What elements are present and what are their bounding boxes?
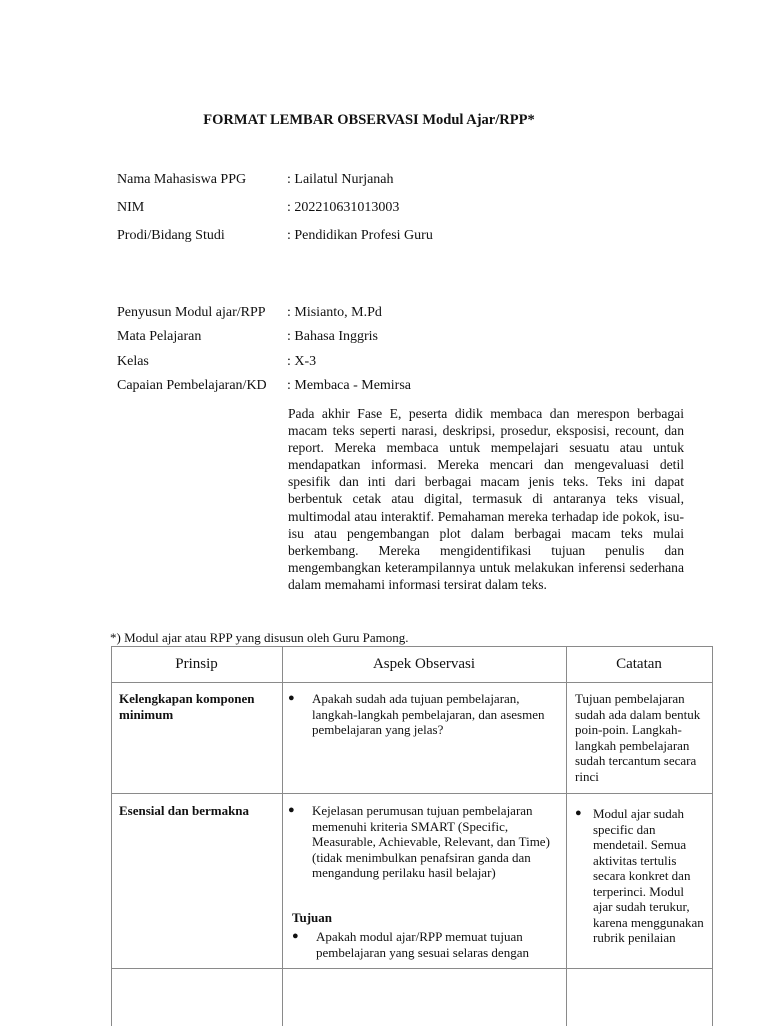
identity-label: Prodi/Bidang Studi: [117, 228, 225, 243]
table-border: [111, 793, 713, 794]
table-cell-catatan: Tujuan pembelajaran sudah ada dalam bentuk poin-poin. Langkah-langkah pembelajaran sudah tercantum secara rinci: [575, 691, 701, 784]
identity-label: Nama Mahasiswa PPG: [117, 172, 247, 187]
bullet-icon: ●: [575, 807, 582, 819]
table-border: [111, 646, 112, 1026]
bullet-icon: ●: [292, 930, 299, 942]
table-border: [566, 646, 567, 1026]
table-header-prinsip: Prinsip: [175, 656, 218, 672]
module-label: Mata Pelajaran: [117, 329, 202, 344]
module-label: Capaian Pembelajaran/KD: [117, 378, 267, 393]
table-border: [111, 646, 713, 647]
table-border: [111, 682, 713, 683]
document-title: FORMAT LEMBAR OBSERVASI Modul Ajar/RPP*: [203, 112, 535, 128]
module-value: : Misianto, M.Pd: [287, 305, 382, 320]
table-border: [712, 646, 713, 1026]
catatan-text: Modul ajar sudah specific dan mendetail. Semua aktivitas tertulis secara konkret dan terperinci. Modul ajar sudah terukur, karena menggunakan rubrik penilaian: [593, 806, 704, 945]
aspek-text: Kejelasan perumusan tujuan pembelajaran memenuhi kriteria SMART (Specific, Measurable, Achievable, Relevant, dan Time) (tidak menimbulkan penafsiran ganda dan mengandung perilaku hasil belajar): [312, 803, 550, 880]
aspek-text: Apakah sudah ada tujuan pembelajaran, langkah-langkah pembelajaran, dan asesmen pembelajaran yang jelas?: [312, 691, 545, 737]
footnote: *) Modul ajar atau RPP yang disusun oleh Guru Pamong.: [110, 630, 409, 645]
module-value: : Membaca - Memirsa: [287, 378, 412, 393]
module-label: Kelas: [117, 354, 149, 369]
identity-value: : Pendidikan Profesi Guru: [287, 228, 433, 243]
module-value: : Bahasa Inggris: [287, 329, 378, 344]
table-border: [111, 968, 713, 969]
table-header-catatan: Catatan: [616, 656, 662, 672]
capaian-paragraph: Pada akhir Fase E, peserta didik membaca dan merespon berbagai macam teks seperti narasi, deskripsi, prosedur, eksposisi, recount, dan report. Mereka membaca untuk mempelajari sesuatu atau untuk mendapatkan informasi. Mereka mencari dan mengevaluasi detil spesifik dan inti dari berbagai macam jenis teks. Teks ini dapat berbentuk cetak atau digital, termasuk di antaranya teks visual, multimodal atau interaktif. Pemahaman mereka terhadap ide pokok, isu-isu atau pengembangan plot dalam berbagai macam teks mulai berkembang. Mereka mengidentifikasi tujuan penulis dan mengembangkan keterampilannya untuk melakukan inferensi sederhana dalam memahami informasi tersirat dalam teks.: [288, 406, 684, 592]
observation-table: [111, 646, 713, 1026]
identity-value: : Lailatul Nurjanah: [287, 172, 394, 187]
aspek-subheading: Tujuan: [292, 910, 332, 925]
bullet-icon: ●: [288, 804, 295, 816]
table-border: [282, 646, 283, 1026]
bullet-icon: ●: [288, 692, 295, 704]
module-value: : X-3: [287, 354, 317, 369]
table-header-aspek: Aspek Observasi: [372, 656, 476, 672]
identity-label: NIM: [117, 200, 145, 215]
identity-value: : 202210631013003: [287, 200, 400, 215]
table-cell-prinsip: Kelengkapan komponen minimum: [119, 691, 255, 722]
table-cell-prinsip: Esensial dan bermakna: [119, 803, 250, 818]
module-label: Penyusun Modul ajar/RPP: [117, 305, 266, 320]
aspek-text: Apakah modul ajar/RPP memuat tujuan pembelajaran yang sesuai selaras dengan: [316, 929, 529, 960]
